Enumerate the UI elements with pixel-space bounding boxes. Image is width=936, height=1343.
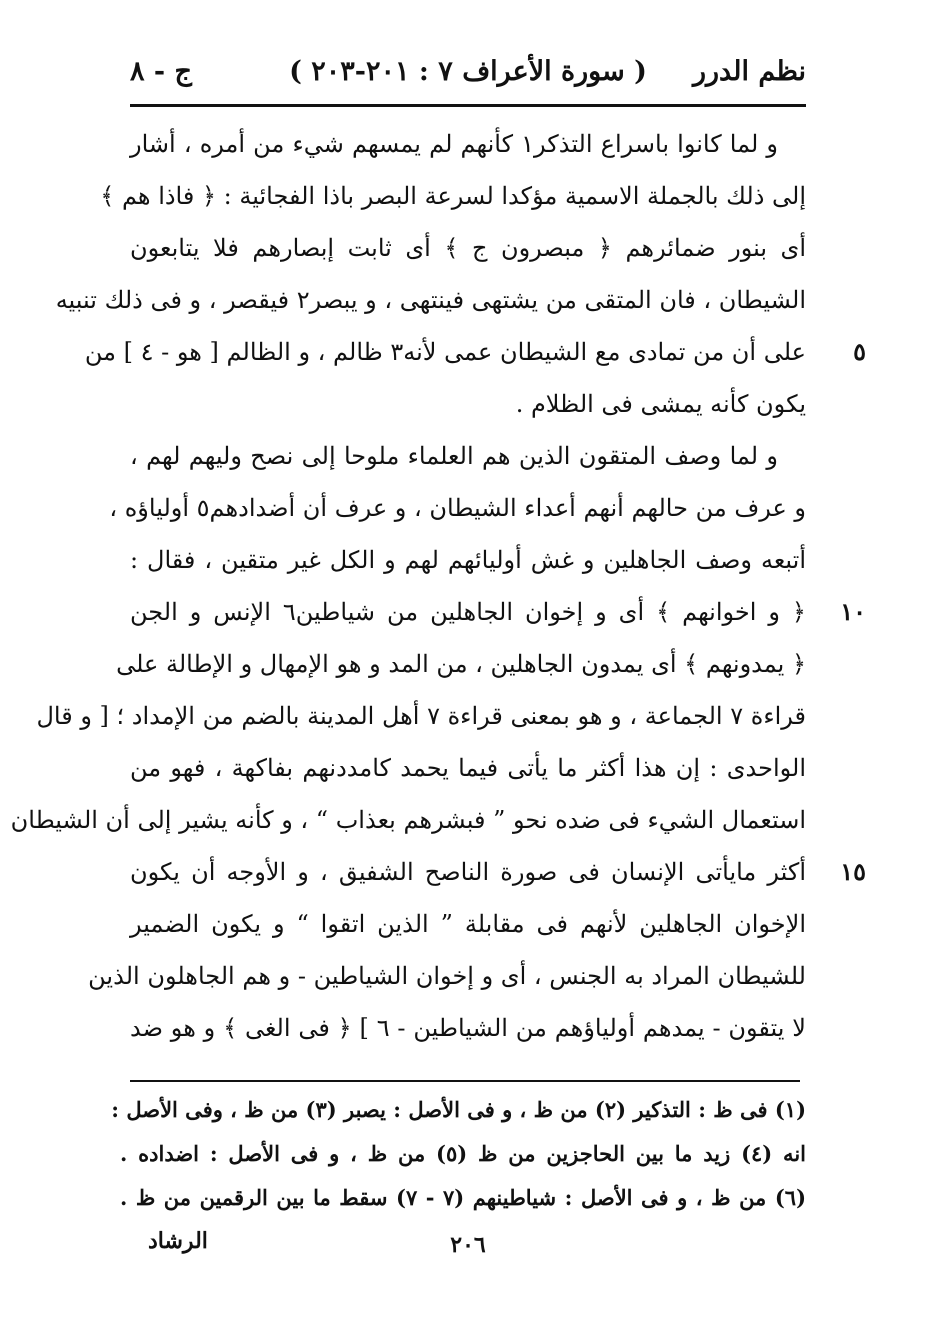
footnote-line: (١) فى ظ : التذكير (٢) من ظ ، و فى الأصل : يصبر (٣) من ظ ، وفى الأصل : — [111, 1097, 806, 1122]
footnotes — [111, 1088, 806, 1220]
text-line — [10, 794, 806, 846]
text-line — [130, 742, 806, 794]
text-line-content: على أن من تمادى مع الشيطان عمى لأنه٣ ظالم ، و الظالم [ هو - ٤ ] من — [84, 338, 806, 366]
print-signature: الرشاد — [148, 1228, 208, 1254]
running-header — [130, 52, 806, 96]
text-line-content: ﴿ يمدونهم ﴾ أى يمدون الجاهلين ، من المد و هو الإمهال و الإطالة على — [116, 650, 806, 678]
footnote-line: (٦) من ظ ، و فى الأصل : شياطينهم (٧ - ٧) سقط ما بين الرقمين من ظ . — [120, 1185, 806, 1210]
text-line-content: إلى ذلك بالجملة الاسمية مؤكدا لسرعة البصر باذا الفجائية : ﴿ فاذا هم ﴾ — [100, 182, 806, 210]
text-line-content: أى بنور ضمائرهم ﴿ مبصرون ج ﴾ أى ثابت إبصارهم فلا يتابعون — [130, 234, 806, 262]
text-line — [130, 898, 806, 950]
text-line-content: الواحدى : إن هذا أكثر ما يأتى فيما يحمد كامددنهم بفاكهة ، فهو من — [130, 754, 806, 782]
text-line-content: قراءة ٧ الجماعة ، و هو بمعنى قراءة ٧ أهل المدينة بالضم من الإمداد ؛ [ و قال — [36, 702, 806, 730]
page-number: ٢٠٦ — [450, 1232, 486, 1258]
text-line-content: يكون كأنه يمشى فى الظلام . — [515, 390, 806, 418]
text-line — [116, 638, 806, 690]
surah-reference: ( سورة الأعراف ٧ : ٢٠١-٢٠٣ ) — [289, 56, 647, 87]
text-line — [88, 950, 806, 1002]
text-line — [84, 326, 866, 378]
text-line — [130, 1002, 806, 1054]
text-line — [130, 430, 806, 482]
text-line — [130, 534, 806, 586]
text-line-content: الشيطان ، فان المتقى من يشتهى فينتهى ، و يبصر٢ فيقصر ، و فى ذلك تنبيه — [55, 286, 806, 314]
text-line — [130, 846, 866, 898]
text-line — [130, 118, 806, 170]
text-line — [130, 222, 806, 274]
text-line-content: الإخوان الجاهلين لأنهم فى مقابلة ” الذين اتقوا “ و يكون الضمير — [130, 910, 806, 938]
text-line-content: ﴿ و اخوانهم ﴾ أى و إخوان الجاهلين من شياطين٦ الإنس و الجن — [130, 598, 806, 626]
text-line-content: استعمال الشيء فى ضده نحو ” فبشرهم بعذاب “ ، و كأنه يشير إلى أن الشيطان — [10, 806, 806, 834]
line-number: ١٥ — [840, 857, 866, 886]
book-title: نظم الدرر — [692, 56, 806, 87]
text-line-content: و لما كانوا باسراع التذكر١ كأنهم لم يمسهم شيء من أمره ، أشار — [130, 130, 778, 158]
text-line-content: للشيطان المراد به الجنس ، أى و إخوان الشياطين - و هم الجاهلون الذين — [88, 962, 806, 990]
footnote-rule — [130, 1080, 800, 1082]
text-line — [109, 482, 806, 534]
line-number: ٥ — [853, 337, 866, 366]
header-rule — [130, 104, 806, 107]
footnote-line: انه (٤) زيد ما بين الحاجزين من ظ (٥) من ظ ، و فى الأصل : اضداده . — [120, 1141, 806, 1166]
line-number: ١٠ — [840, 597, 866, 626]
text-line-content: و لما وصف المتقون الذين هم العلماء ملوحا إلى نصح وليهم لهم ، — [130, 442, 778, 470]
text-line-content: أكثر مايأتى الإنسان فى صورة الناصح الشفيق ، و الأوجه أن يكون — [130, 858, 806, 886]
text-line-content: أتبعه وصف الجاهلين و غش أوليائهم لهم و الكل غير متقين ، فقال : — [130, 546, 807, 574]
text-line — [130, 586, 866, 638]
text-line — [100, 170, 806, 222]
main-text — [10, 118, 866, 1054]
volume-number: ج - ٨ — [130, 56, 192, 87]
text-line-content: لا يتقون - يمدهم أولياؤهم من الشياطين - ٦ ] ﴿ فى الغى ﴾ و هو ضد — [130, 1014, 806, 1042]
text-line — [130, 378, 806, 430]
text-line — [36, 690, 806, 742]
text-line — [55, 274, 806, 326]
text-line-content: و عرف من حالهم أنهم أعداء الشيطان ، و عرف أن أضدادهم٥ أولياؤه ، — [109, 494, 806, 522]
